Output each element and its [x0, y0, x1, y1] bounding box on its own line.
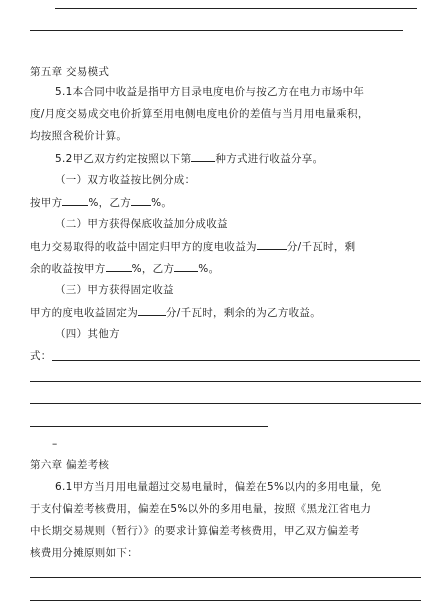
option2-line2-c: %。 — [198, 263, 220, 275]
top-rule-2 — [30, 30, 403, 31]
other-method-line-1 — [52, 360, 420, 361]
option1-ratio-c: %。 — [151, 197, 173, 209]
option2-line1-a: 电力交易取得的收益中固定归甲方的度电收益为 — [30, 241, 257, 253]
party-a-percent-blank — [62, 196, 88, 206]
option2-line1-b: 分/千瓦时，剩 — [286, 241, 356, 253]
bottom-rule-2 — [30, 600, 421, 601]
section-dash: – — [52, 438, 58, 450]
party-a-share-blank — [106, 262, 132, 272]
option1-ratio-b: %，乙方 — [88, 197, 132, 209]
option4-title: （四）其他方 — [55, 328, 120, 340]
option1-ratio-a: 按甲方 — [30, 197, 63, 209]
fixed-rate-blank — [138, 306, 166, 316]
option1-title: （一）双方收益按比例分成： — [55, 174, 196, 186]
option3-line — [30, 306, 321, 320]
option3-line-a: 甲方的度电收益固定为 — [30, 307, 138, 319]
party-b-percent-blank — [131, 196, 151, 206]
clause-5-2 — [55, 152, 323, 166]
option2-line2-a: 余的收益按甲方 — [30, 263, 106, 275]
bottom-rule-1 — [30, 577, 421, 578]
party-b-share-blank — [174, 262, 198, 272]
clause-6-1-line2: 于支付偏差考核费用，偏差在5%以外的多用电量，按照《黑龙江省电力 — [30, 503, 372, 515]
option2-line1 — [30, 240, 355, 254]
clause-6-1-line4: 核费用分摊原则如下： — [30, 547, 138, 559]
option2-line2 — [30, 262, 219, 276]
other-method-line-2 — [30, 381, 421, 382]
clause-5-1-line3: 均按照含税价计算。 — [30, 130, 128, 142]
chapter6-heading: 第六章 偏差考核 — [30, 459, 110, 471]
clause-5-2-part-b: 种方式进行收益分享。 — [215, 153, 324, 165]
option2-title: （二）甲方获得保底收益加分成收益 — [55, 218, 228, 230]
option3-line-b: 分/千瓦时，剩余的为乙方收益。 — [166, 307, 322, 319]
clause-6-1-line3: 中长期交易规则（暂行）》的要求计算偏差考核费用，甲乙双方偏差考 — [30, 525, 360, 537]
top-rule-1 — [55, 8, 417, 9]
clause-5-2-part-a: 5.2甲乙双方约定按照以下第 — [55, 153, 192, 165]
clause-5-1-line2: 度/月度交易成交电价折算至用电侧电度电价的差值与当月用电量乘积， — [30, 108, 369, 120]
clause-5-1-line1: 5.1本合同中收益是指甲方目录电度电价与按乙方在电力市场中年 — [55, 86, 365, 98]
guaranteed-rate-blank — [257, 240, 287, 250]
option-number-blank — [191, 152, 215, 162]
other-method-line-4 — [30, 426, 268, 427]
option2-line2-b: %，乙方 — [131, 263, 175, 275]
clause-6-1-line1: 6.1甲方当月用电量超过交易电量时，偏差在5%以内的多用电量，免 — [55, 481, 382, 493]
option4-suffix: 式： — [30, 350, 52, 362]
other-method-line-3 — [30, 403, 421, 404]
option1-ratio — [30, 196, 172, 210]
chapter5-heading: 第五章 交易模式 — [30, 66, 110, 78]
option3-title: （三）甲方获得固定收益 — [55, 284, 174, 296]
